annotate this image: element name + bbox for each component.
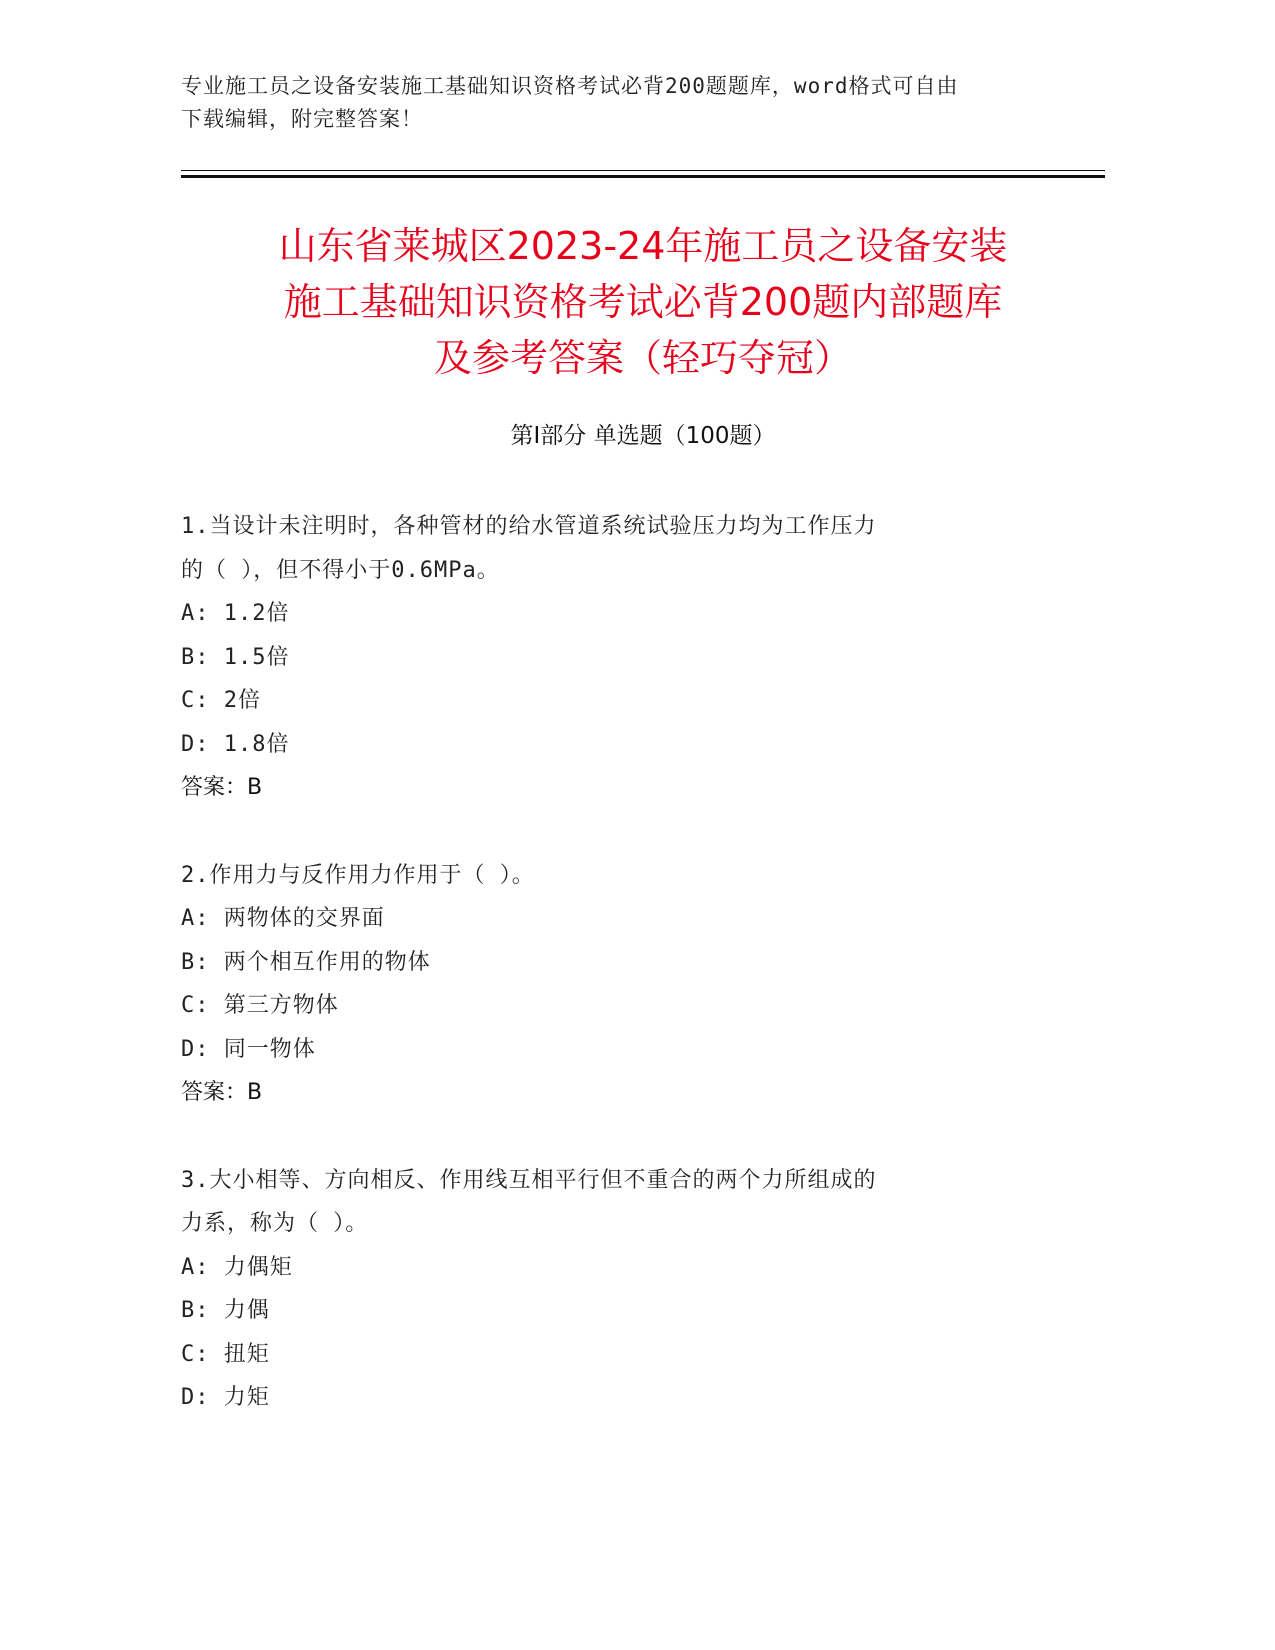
document-title [181,218,1105,386]
intro-line-2: 下载编辑，附完整答案！ [181,107,423,131]
option-c: C: 扭矩 [181,1341,270,1367]
title-line-2: 施工基础知识资格考试必背200题内部题库 [283,280,1003,324]
option-b: B: 两个相互作用的物体 [181,949,431,975]
answer: 答案：B [181,775,263,800]
option-a: A: 1.2倍 [181,601,290,626]
question-stem: 2.作用力与反作用力作用于（ ）。 [181,862,535,888]
question-list [181,505,1061,1464]
intro-line-1: 专业施工员之设备安装施工基础知识资格考试必背200题题库，word格式可自由 [181,74,959,98]
header-divider-thin [181,170,1105,171]
option-a: A: 两物体的交界面 [181,906,385,931]
option-b: B: 1.5倍 [181,644,290,670]
question-1 [181,505,1061,810]
title-line-3: 及参考答案（轻巧夺冠） [433,336,852,380]
title-line-1: 山东省莱城区2023-24年施工员之设备安装 [278,224,1008,268]
option-b: B: 力偶 [181,1298,270,1323]
option-a: A: 力偶矩 [181,1254,293,1280]
option-d: D: 同一物体 [181,1036,316,1062]
option-c: C: 第三方物体 [181,993,339,1018]
question-stem: 1.当设计未注明时，各种管材的给水管道系统试验压力均为工作压力 [181,514,877,539]
option-d: D: 1.8倍 [181,731,290,757]
question-stem-cont: 力系，称为（ ）。 [181,1211,369,1236]
question-stem-cont: 的（ ），但不得小于0.6MPa。 [181,557,500,583]
answer: 答案：B [181,1080,263,1105]
question-stem: 3.大小相等、方向相反、作用线互相平行但不重合的两个力所组成的 [181,1167,877,1193]
header-divider-thick [181,175,1105,178]
option-c: C: 2倍 [181,688,261,713]
question-3 [181,1159,1061,1420]
intro-text [181,70,1061,136]
option-d: D: 力矩 [181,1385,270,1410]
section-heading: 第Ⅰ部分 单选题（100题） [510,423,776,449]
question-2 [181,854,1061,1115]
